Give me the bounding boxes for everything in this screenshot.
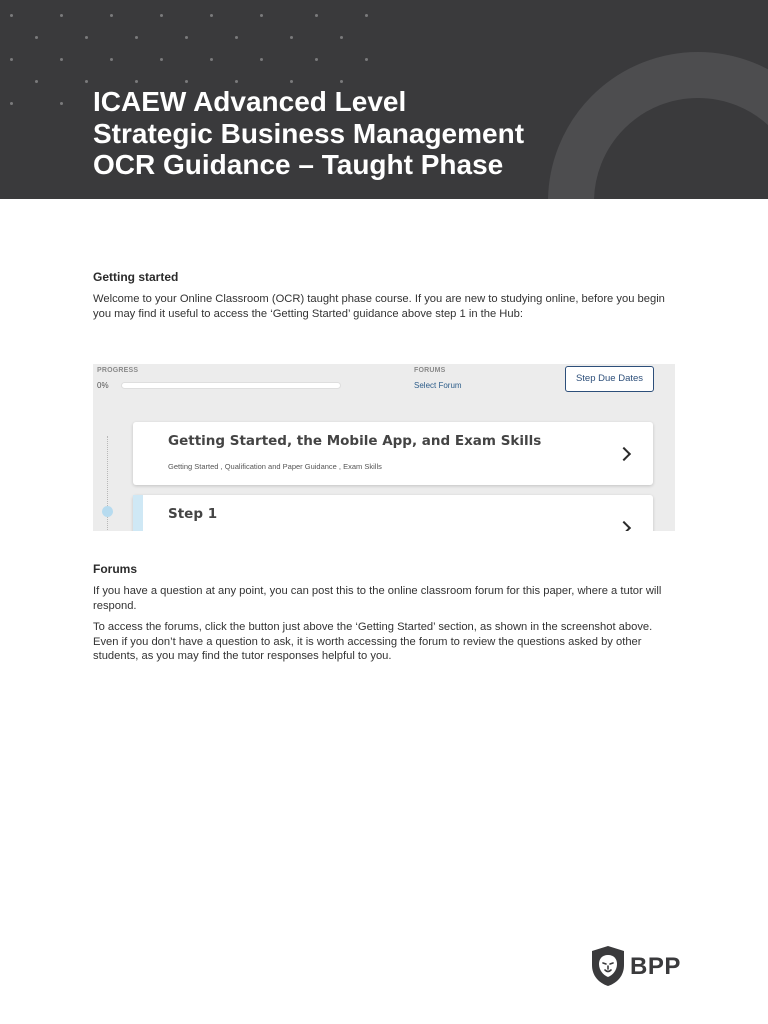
logo-text: BPP: [630, 953, 681, 980]
decorative-dot: [365, 58, 368, 61]
decorative-dot: [10, 14, 13, 17]
decorative-arc: [548, 52, 768, 199]
decorative-dot: [160, 14, 163, 17]
select-forum-link[interactable]: Select Forum: [414, 381, 462, 390]
decorative-dot: [85, 80, 88, 83]
forums-label: FORUMS: [414, 367, 446, 374]
step-due-dates-button[interactable]: Step Due Dates: [565, 366, 654, 392]
decorative-dot: [35, 36, 38, 39]
title-line-3: OCR Guidance – Taught Phase: [93, 149, 504, 180]
forums-heading: Forums: [93, 562, 138, 576]
getting-started-heading: Getting started: [93, 270, 179, 284]
forums-paragraph-2: To access the forums, click the button just above the ‘Getting Started’ section, as shown in the screenshot above. Even if you don’t have a question to ask, it is worth accessing the forum to review the questions asked by other students, as you may find the tutor responses helpful to you.: [93, 621, 653, 662]
hub-screenshot: [93, 364, 675, 531]
decorative-dot: [135, 80, 138, 83]
decorative-dot: [35, 80, 38, 83]
decorative-dot: [260, 14, 263, 17]
decorative-dot: [315, 58, 318, 61]
decorative-dot: [60, 58, 63, 61]
decorative-dot: [210, 14, 213, 17]
page-title: [93, 86, 524, 181]
decorative-dot: [60, 14, 63, 17]
card-subtitle: Getting Started , Qualification and Paper Guidance , Exam Skills: [168, 462, 382, 471]
chevron-right-icon[interactable]: [617, 521, 631, 531]
progress-label: PROGRESS: [97, 367, 139, 374]
step-1-card[interactable]: [133, 495, 653, 531]
bpp-logo: [590, 945, 680, 989]
decorative-dot: [290, 80, 293, 83]
decorative-dot: [235, 80, 238, 83]
decorative-dot: [85, 36, 88, 39]
decorative-dot: [365, 14, 368, 17]
progress-value: 0%: [97, 381, 109, 390]
title-line-1: ICAEW Advanced Level: [93, 86, 407, 117]
decorative-dot: [110, 14, 113, 17]
decorative-dot: [315, 14, 318, 17]
decorative-dot: [290, 36, 293, 39]
progress-bar: [121, 382, 341, 389]
card-title: Step 1: [168, 506, 218, 522]
decorative-dot: [185, 80, 188, 83]
decorative-dot: [110, 58, 113, 61]
lion-shield-icon: [590, 945, 626, 987]
decorative-dot: [10, 58, 13, 61]
chevron-right-icon[interactable]: [617, 447, 631, 461]
decorative-dot: [185, 36, 188, 39]
header-banner: [0, 0, 768, 199]
forums-paragraph-1: If you have a question at any point, you can post this to the online classroom forum for this paper, where a tutor will respond.: [93, 585, 662, 612]
decorative-dot: [260, 58, 263, 61]
getting-started-paragraph: Welcome to your Online Classroom (OCR) taught phase course. If you are new to studying online, before you begin you may find it useful to access the ‘Getting Started’ guidance above step 1 in the Hub:: [93, 293, 665, 320]
decorative-dot: [340, 36, 343, 39]
card-accent: [133, 495, 143, 531]
title-line-2: Strategic Business Management: [93, 117, 525, 149]
getting-started-card[interactable]: [133, 422, 653, 485]
decorative-dot: [160, 58, 163, 61]
decorative-dot: [135, 36, 138, 39]
decorative-dot: [210, 58, 213, 61]
decorative-dot: [235, 36, 238, 39]
decorative-dot: [60, 102, 63, 105]
decorative-dot: [340, 80, 343, 83]
decorative-dot: [10, 102, 13, 105]
timeline-dot: [102, 506, 113, 517]
card-title: Getting Started, the Mobile App, and Exam Skills: [168, 433, 542, 449]
